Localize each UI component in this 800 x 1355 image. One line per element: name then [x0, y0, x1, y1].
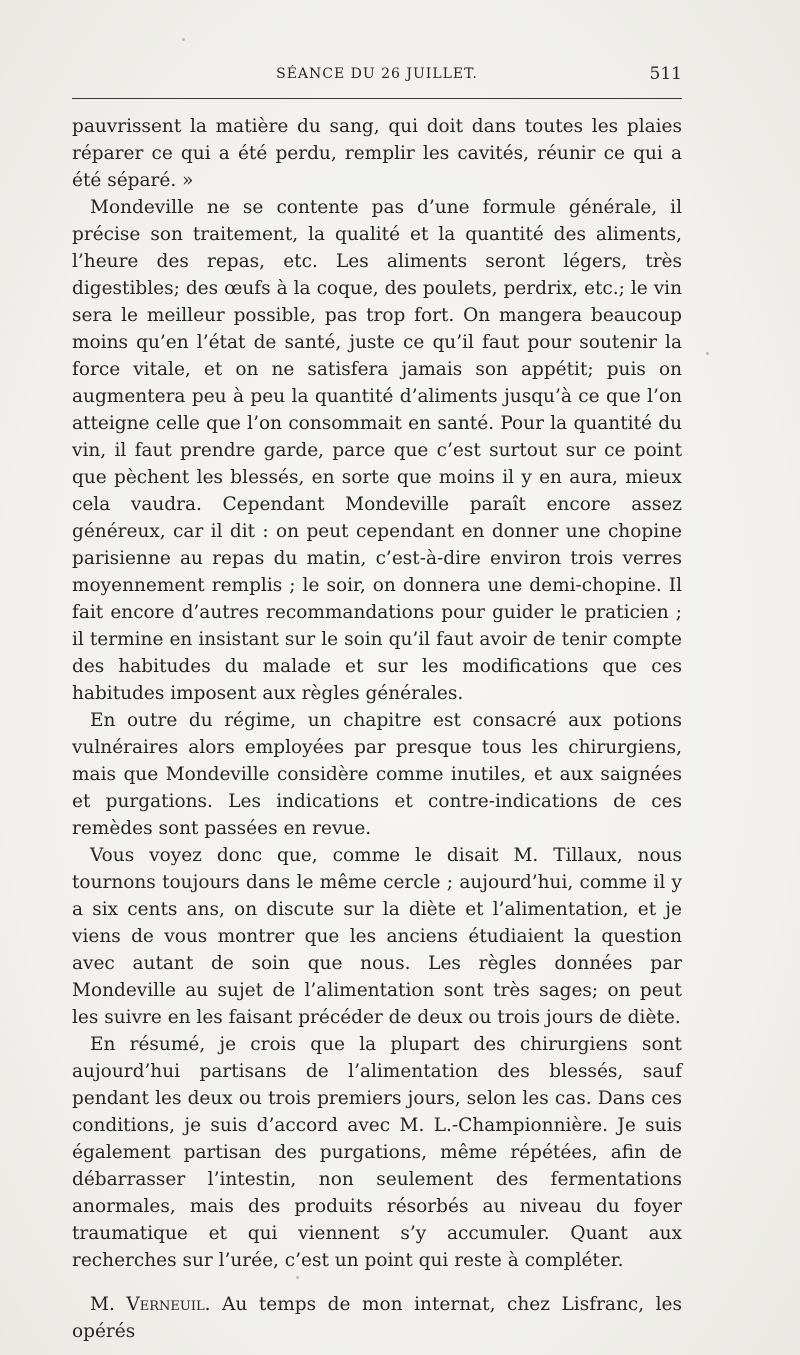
- paragraph-resume: En résumé, je crois que la plupart des chirurgiens sont aujourd’hui partisans de l’alimentation des blessés, sauf pendant les deux ou trois premiers jours, selon les cas. Dans ces conditions, je suis d’accord avec M. L.-Championnière. Je suis également partisan des purgations, même répétées, afin de débarrasser l’intestin, non seulement des fermentations anormales, mais des produits résorbés au niveau du foyer traumatique et qui viennent s’y accumuler. Quant aux recherches sur l’urée, c’est un point qui reste à compléter.: [72, 1034, 682, 1271]
- speaker-text: Au temps de mon internat, chez Lisfranc, les opérés: [72, 1294, 683, 1342]
- paper-speck: [182, 38, 185, 41]
- page-number: 511: [649, 64, 682, 84]
- paper-speck: [296, 1276, 299, 1279]
- paragraph-mondeville-regimen: Mondeville ne se contente pas d’une formule générale, il précise son traitement, la qualité et la quantité des aliments, l’heure des repas, etc. Les aliments seront légers, très digestibles; des œufs à la coque, des poulets, perdrix, etc.; le vin sera le meilleur possible, pas trop fort. On mangera beaucoup moins qu’en l’état de santé, juste ce qu’il faut pour soutenir la force vitale, et on ne satisfera jamais son appétit; puis on augmentera peu à peu la quantité d’aliments jusqu’à ce que l’on atteigne celle que l’on consommait en santé. Pour la quantité du vin, il faut prendre garde, parce que c’est surtout sur ce point que pèchent les blessés, en sorte que moins il y en aura, mieux cela vaudra. Cependant Mondeville paraît encore assez généreux, car il dit : on peut cependant en donner une chopine parisienne au repas du matin, c’est-à-dire environ trois verres moyennement remplis ; le soir, on donnera une demi-chopine. Il fait encore d’autres recommandations pour guider le praticien ; il termine en insistant sur le soin qu’il faut avoir de tenir compte des habitudes du malade et sur les modifications que ces habitudes imposent aux règles générales.: [72, 197, 682, 704]
- speaker-name: M. Verneuil.: [90, 1294, 211, 1315]
- page-header: [72, 62, 682, 92]
- running-title: SÉANCE DU 26 JUILLET.: [276, 66, 478, 82]
- paragraph-potions: En outre du régime, un chapitre est consacré aux potions vulnéraires alors employées par presque tous les chirurgiens, mais que Mondeville considère comme inutiles, et aux saignées et purgations. Les indications et contre-indications de ces remèdes sont passées en revue.: [72, 710, 682, 839]
- paragraph-tillaux: Vous voyez donc que, comme le disait M. Tillaux, nous tournons toujours dans le même cercle ; aujourd’hui, comme il y a six cents ans, on discute sur la diète et l’alimentation, et je viens de vous montrer que les anciens étudiaient la question avec autant de soin que nous. Les règles données par Mondeville au sujet de l’alimentation sont très sages; on peut les suivre en les faisant précéder de deux ou trois jours de diète.: [72, 845, 682, 1028]
- paragraph-verneuil: [72, 1291, 682, 1345]
- paper-speck: [706, 352, 709, 355]
- body-text: [72, 113, 682, 1345]
- header-rule: [72, 98, 682, 99]
- paragraph-continuation: pauvrissent la matière du sang, qui doit dans toutes les plaies réparer ce qui a été perdu, remplir les cavités, réunir ce qui a été séparé. »: [72, 116, 682, 191]
